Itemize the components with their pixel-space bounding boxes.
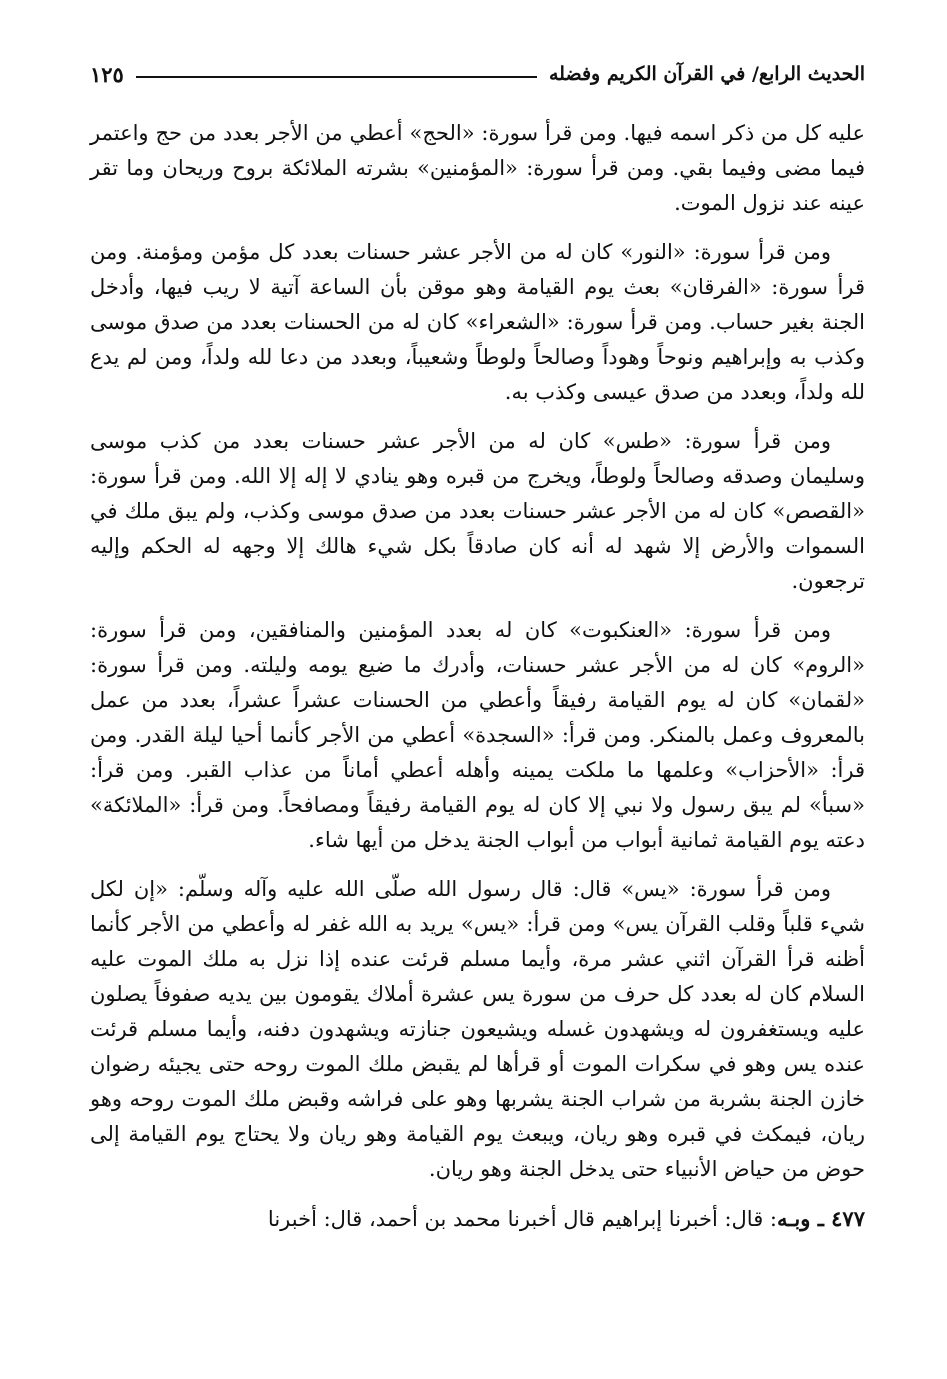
hadith-text: : قال: أخبرنا إبراهيم قال أخبرنا محمد بن أحمد، قال: أخبرنا xyxy=(267,1207,777,1231)
paragraph-hadith-477 xyxy=(90,1201,865,1237)
running-header xyxy=(90,52,865,96)
paragraph-ya-sin: ومن قرأ سورة: «يس» قال: قال رسول الله صلّى الله عليه وآله وسلّم: «إن لكل شيء قلباً وقلب القرآن يس» ومن قرأ: «يس» يريد به الله غفر له وأعطي من الأجر كأنما أظنه قرأ القرآن اثني عشر مرة، وأيما مسلم قرئت عنده إذا نزل به ملك الموت عليه السلام كان له بعدد كل حرف من سورة يس عشرة أملاك يقومون بين يديه صفوفاً يصلون عليه ويستغفرون له ويشهدون غسله ويشيعون جنازته ويشهدون دفنه، وأيما مسلم قرئت عنده يس وهو في سكرات الموت أو قرأها لم يقبض ملك الموت روحه حتى يجيئه رضوان خازن الجنة بشربة من شراب الجنة يشربها وهو على فراشه وقبض ملك الموت روحه وهو ريان، فيمكث في قبره وهو ريان، ويبعث يوم القيامة وهو ريان ولا يحتاج يوم القيامة إلى حوض من حياض الأنبياء حتى يدخل الجنة وهو ريان. xyxy=(90,877,865,1181)
header-rule xyxy=(136,76,537,78)
book-page xyxy=(90,52,865,1251)
paragraph-nur: ومن قرأ سورة: «النور» كان له من الأجر عشر حسنات بعدد كل مؤمن ومؤمنة. ومن قرأ سورة: «الفرقان» بعث يوم القيامة وهو موقن بأن الساعة آتية لا ريب فيها، وأدخل الجنة بغير حساب. ومن قرأ سورة: «الشعراء» كان له من الحسنات بعدد من صدق موسى وكذب به وإبراهيم ونوحاً وهوداً وصالحاً ولوطاً وشعيباً، وبعدد من دعا لله ولداً، ومن لم يدع لله ولداً، وبعدد من صدق عيسى وكذب به. xyxy=(90,240,865,404)
chapter-title: الحديث الرابع/ في القرآن الكريم وفضله xyxy=(549,63,865,85)
paragraph-ta-sin: ومن قرأ سورة: «طس» كان له من الأجر عشر حسنات بعدد من كذب موسى وسليمان وصدقه وصالحاً ولوطاً، ويخرج من قبره وهو ينادي لا إله إلا الله. ومن قرأ سورة: «القصص» كان له من الأجر عشر حسنات بعدد من صدق موسى وكذب، ولم يبق ملك في السموات والأرض إلا شهد له أنه كان صادقاً بكل شيء هالك إلا وجهه له الحكم وإليه ترجعون. xyxy=(90,429,865,593)
paragraph-continuation: عليه كل من ذكر اسمه فيها. ومن قرأ سورة: «الحج» أعطي من الأجر بعدد من حج واعتمر فيما مضى وفيما بقي. ومن قرأ سورة: «المؤمنين» بشرته الملائكة بروح وريحان وما تقر عينه عند نزول الموت. xyxy=(90,121,865,215)
page-number: ١٢٥ xyxy=(90,61,124,87)
hadith-number: ٤٧٧ ـ وبـه xyxy=(776,1206,865,1231)
paragraph-ankabut: ومن قرأ سورة: «العنكبوت» كان له بعدد المؤمنين والمنافقين، ومن قرأ سورة: «الروم» كان له من الأجر عشر حسنات، وأدرك ما ضيع يومه وليلته. ومن قرأ سورة: «لقمان» كان له يوم القيامة رفيقاً وأعطي من الحسنات عشراً عشراً، بعدد من عمل بالمعروف وعمل بالمنكر. ومن قرأ: «السجدة» أعطي من الأجر كأنما أحيا ليلة القدر. ومن قرأ: «الأحزاب» وعلمها ما ملكت يمينه وأهله أعطي أماناً من عذاب القبر. ومن قرأ: «سبأ» لم يبق رسول ولا نبي إلا كان له يوم القيامة رفيقاً ومصافحاً. ومن قرأ: «الملائكة» دعته يوم القيامة ثمانية أبواب من أبواب الجنة يدخل من أيها شاء. xyxy=(90,618,865,852)
body-text xyxy=(90,116,865,1237)
